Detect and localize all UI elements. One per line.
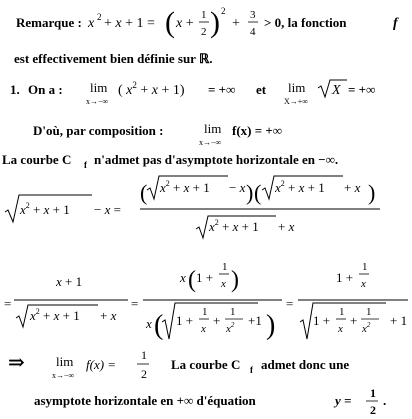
svg-text:x2: $x^2$	[362, 321, 371, 335]
remark-text1: > 0, la fonction	[264, 15, 347, 30]
item1-ona: On a :	[28, 82, 63, 97]
remark-half-num: 1	[201, 9, 207, 21]
svg-text:+: +	[213, 313, 221, 328]
comp-sub: x→−∞	[199, 138, 222, 147]
svg-text:x2 + x + 1: $x^2 + x + 1$	[275, 179, 325, 195]
comp-lim: lim	[204, 121, 222, 136]
item1-et: et	[256, 82, 267, 97]
svg-text:x2 + x + 1: $x^2 + x + 1$	[30, 307, 80, 323]
remark-x2: x +	[176, 16, 194, 31]
conclusion-text: La courbe C	[171, 357, 241, 372]
svg-text:(: (	[188, 267, 196, 293]
conclusion-text2: admet donc une	[261, 357, 350, 372]
item1-expr1: ( $x^2 + x + 1$)	[118, 80, 185, 98]
conclusion-frac-num: 1	[141, 348, 147, 362]
svg-text:(: (	[154, 310, 164, 341]
conclusion-y-den: 2	[370, 403, 376, 417]
remark-sq: 2	[221, 6, 226, 16]
svg-text:1: 1	[222, 261, 228, 273]
svg-text:x2 + x + 1: $x^2 + x + 1$	[160, 179, 210, 195]
svg-text:): )	[231, 267, 239, 293]
item1-lim2: lim	[288, 80, 306, 95]
conclusion-fx: f(x) =	[86, 357, 117, 372]
svg-text:x2: $x^2$	[226, 321, 235, 335]
conclusion-y: y =	[335, 393, 352, 408]
svg-text:1: 1	[202, 306, 208, 318]
lhs-minus: − x =	[94, 202, 121, 217]
svg-text:=: =	[4, 296, 12, 311]
remark-half-den: 2	[201, 26, 207, 38]
conclusion-line2: asymptote horizontale en +∞ d'équation	[34, 393, 256, 408]
conclusion-sub: x→−∞	[52, 371, 75, 380]
svg-text:− x: − x	[229, 180, 246, 195]
svg-text:x2 + x + 1: $x^2 + x + 1$	[209, 218, 259, 234]
svg-text:x: x	[180, 270, 186, 285]
remark-plus2: +	[232, 16, 240, 31]
svg-text:x + 1: x + 1	[56, 274, 83, 289]
remark-34-num: 3	[250, 9, 256, 21]
remark-label: Remarque :	[16, 15, 82, 30]
svg-text:): )	[368, 180, 376, 205]
svg-text:+ x: + x	[344, 180, 361, 195]
svg-text:1 +: 1 +	[336, 270, 354, 285]
svg-text:1: 1	[366, 306, 372, 318]
svg-text:): )	[266, 310, 276, 341]
asym1-sub: f	[84, 160, 87, 170]
conclusion-period: .	[383, 393, 387, 408]
conclusion-arrow: ⇒	[8, 352, 25, 374]
svg-text:x: x	[201, 323, 206, 335]
svg-text:1: 1	[339, 306, 345, 318]
svg-text:1 +: 1 +	[196, 270, 214, 285]
svg-text:x: x	[361, 278, 366, 290]
remark-text2: est effectivement bien définie sur ℝ.	[14, 51, 213, 66]
lhs-expr: $x^2 + x + 1$	[20, 201, 70, 217]
svg-text:+ x: + x	[100, 308, 117, 323]
svg-text:x: x	[338, 323, 343, 335]
svg-text:1 +: 1 +	[176, 313, 194, 328]
svg-text:x: x	[221, 278, 226, 290]
conclusion-frac-den: 2	[141, 367, 147, 381]
svg-text:1: 1	[230, 306, 236, 318]
item1-sub1: x→−∞	[86, 97, 109, 106]
svg-text:(: (	[140, 180, 148, 205]
item1-X: X	[332, 83, 341, 98]
item1-eq2: = +∞	[348, 82, 376, 97]
svg-text:+: +	[350, 313, 358, 328]
conclusion-csub: f	[250, 365, 253, 375]
comp-eq: f(x) = +∞	[232, 123, 283, 138]
comp-text: D'où, par composition :	[33, 123, 164, 138]
conclusion-lim: lim	[56, 354, 74, 369]
svg-text:=: =	[131, 296, 139, 311]
svg-text:+ x: + x	[278, 219, 295, 234]
remark-rparen: )	[210, 6, 220, 39]
svg-text:+1: +1	[248, 313, 262, 328]
remark-fname: f	[393, 16, 398, 31]
svg-text:+ 1: + 1	[390, 313, 408, 328]
asym1-text: La courbe C	[2, 152, 72, 167]
svg-text:(: (	[254, 180, 262, 205]
item1-lim1: lim	[90, 80, 108, 95]
remark-exp: 2	[97, 12, 102, 22]
svg-text:): )	[246, 180, 254, 205]
remark-34-den: 4	[250, 26, 256, 38]
remark-lparen: (	[165, 6, 175, 39]
item1-num: 1.	[10, 82, 20, 97]
svg-text:1 +: 1 +	[313, 313, 331, 328]
svg-text:=: =	[286, 296, 294, 311]
item1-sub2: X→+∞	[284, 97, 308, 106]
conclusion-y-num: 1	[370, 386, 376, 400]
asym1-rest: n'admet pas d'asymptote horizontale en −∞.	[94, 152, 339, 167]
remark-poly: x	[88, 16, 95, 31]
item1-eq1: = +∞	[208, 82, 236, 97]
svg-text:x: x	[146, 316, 152, 331]
remark-plus: + x + 1 =	[104, 16, 155, 31]
svg-text:1: 1	[362, 261, 368, 273]
